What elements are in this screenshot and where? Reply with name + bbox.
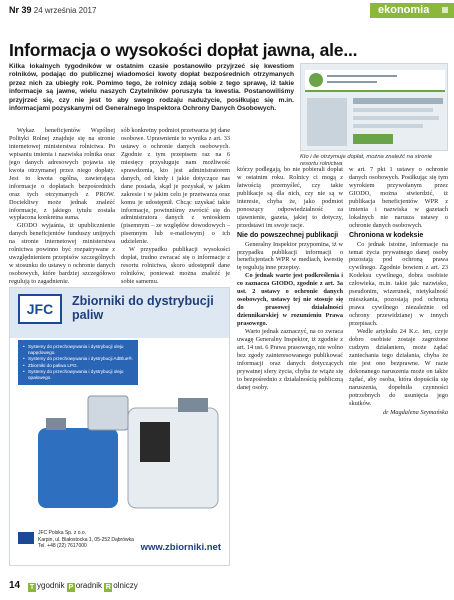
ad-website-link[interactable]: www.zbiorniki.net (140, 542, 221, 553)
section-square-icon (442, 7, 448, 13)
tank-small (88, 396, 128, 430)
page-number: 14 (9, 580, 21, 591)
advertisement[interactable] (9, 287, 230, 566)
tank-blue (38, 428, 118, 508)
company-logo-icon (18, 532, 34, 544)
website-header-graphic (305, 70, 445, 92)
issue-info (9, 5, 96, 15)
ad-contact: JFC Polska Sp. z o.o. Karpin, ul. Białostocka 1, 05-252 Dąbrówka Tel. +48 (22) 7617000 (38, 530, 134, 550)
publication-brand: T ygodnik P oradnik R olniczy (29, 581, 138, 591)
paragraph: którzy podlegają, bo nie pobierali dopłat w ostatnim roku. Rolnicy ci mogą z łatwością przemyśleć, czy takie publikacje są dla nich, czy nie są w interesie, chyba że, jako podmiot ponoszący odpowiedzialność za ujawnienie, gazeta, jakiej to dotyczy, przedstawi im swoje racje. (237, 166, 343, 229)
article-column-3 (237, 166, 343, 568)
article-lead: Kilka lokalnych tygodników w ostatnim czasie postanowiło przyjrzeć się kwestiom rolników, podając do publicznej wiadomości kwoty dopłat bezpośrednich otrzymanych przez nich za ubiegły rok. Pomimo tego, że rolnicy zdają sobie z tego sprawę, iż takie informacje są jawne, wielu naszych Czytelników poruszyła ta kwestia. Postanowiliśmy przyjrzeć się, czy nie jest to aby swego rodzaju nadużycie, posiłkując się m.in. informacjami pozyskanymi od Generalnego Inspektora Ochrony Danych Osobowych. (9, 63, 294, 113)
author-signature: dr Magdalena Szymańska (382, 408, 448, 416)
issue-number: Nr 39 (9, 5, 32, 15)
subheading: Nie do powszechnej publikacji (237, 231, 339, 239)
paragraph: GIODO wyjaśnia, iż upublicznienie danych beneficjentów funduszy unijnych na stronie internetowej ministerstwa rolnictwa powinno być rozpatrywane z uwzględnieniem przepisów szczególnych w stosunku do ustawy o ochronie danych osobowych, które bardziej szczegółowo regulują to zagadnienie. (9, 222, 115, 285)
ad-bullet-list (18, 340, 138, 385)
paragraph: Generalny Inspektor przypomina, iż w przypadku publikacji informacji o beneficjentach WPR w mediach, kwestię tę regulują inne przepisy. (237, 240, 343, 272)
paragraph: Co jednak istotne, informacje na temat życia prywatnego danej osoby pozostają pod ochroną prawa cywilnego. Zgodnie bowiem z art. 23 Kodeksu cywilnego, dobra osobiste człowieka, m.in. takie jak: nazwisko, pseudonim, wizerunek, nietykalność mieszkania, pozostają pod ochroną prawa cywilnego niezależnie od ochrony przewidzianej w innych przepisach. (349, 240, 448, 328)
paragraph: Wykaz beneficjentów Wspólnej Polityki Rolnej znajduje się na stronie internetowej ministerstwa rolnictwa. Po wpisaniu imienia i nazwiska rolnika oraz jego danych adresowych pojawia się kwota otrzymanej przez niego dopłaty. Jest to kwota ogólna, zawierająca informacje o dopłatach bezpośrednich oraz tych otrzymanych z PROW. Dociekliwy może jednak znaleźć informacje, z jakiego tytułu została wypłacona konkretna suma. (9, 127, 115, 222)
list-item: • Systemy do przechowywania i dystrybucji oleju opałowego. (23, 369, 133, 381)
section-tab (370, 3, 454, 18)
paragraph: w art. 7 pkt 1 ustawy o ochronie danych osobowych. Posiłkując się tym wyrokiem przywołanym przez GIODO, można stwierdzić, iż publikacja beneficjentów WPR z imienia i nazwiska w gazetach lokalnych nie narusza ustawy o ochronie danych osobowych. (349, 166, 448, 229)
article-column-2 (121, 127, 230, 285)
paragraph: sób konkretny podmiot przetwarza jej dane osobowe. Uprawnienie to wynika z art. 33 ustawy o ochronie danych osobowych. Zgodnie z tym przepisem raz na 6 miesięcy przysługuje nam możliwość sprawdzenia, kto jest administratorem danych, od kiedy i jakie dotyczące nas dane posiada, skąd je pozyskał, w jakim zakresie i w jakim celu je przetwarza oraz komu je udostępnił. Chcąc uzyskać takie informacje, powinniśmy zwrócić się do administratora danych z wnioskiem (pisemnym – ze względów dowodowych – pisemnym lub e-mailowym) o ich udzielenie. (121, 127, 230, 246)
issue-date: 24 września 2017 (33, 6, 97, 15)
paragraph: Wedle artykułu 24 K.c. ten, czyje dobro osobiste zostaje zagrożone cudzym działaniem, może żądać zaniechania tego działania, chyba że nie jest ono bezprawne. W razie dokonanego naruszenia może on także żądać, aby osoba, która dopuściła się naruszenia, dopełniła czynności potrzebnych do usunięcia jego skutków. (349, 328, 448, 407)
section-label: ekonomia (378, 4, 430, 16)
ministry-logo-icon (309, 73, 323, 87)
list-item: • Zbiorniki do paliwa LPG. (23, 363, 133, 369)
paragraph: W przypadku publikacji wysokości dopłat, trudno zwracać się o informacje z resortu rolnictwa, skoro udostępnił dane rolników, ponieważ można znaleźć je sobie samemu. (121, 246, 230, 285)
article-headline: Informacja o wysokości dopłat jawna, ale... (9, 40, 358, 60)
paragraph: Co jednak warte jest podkreślenia i co zaznacza GIODO, zgodnie z art. 3a ust. 2 ustawy o ochronie danych osobowych, ustawy tej nie stosuje się do prasowej działalności dziennikarskiej w rozumieniu Prawa prasowego. (237, 272, 343, 328)
photo-caption: Kto i ile otrzymuje dopłat, można znaleźć na stronie resortu rolnictwa (300, 154, 433, 168)
article-photo (300, 63, 448, 151)
list-item: • Systemy do przechowywania i dystrybucji AdBlue®. (23, 356, 133, 362)
page-footer (0, 575, 454, 600)
article-column-4 (349, 166, 448, 568)
subheading: Chroniona w kodeksie (349, 231, 424, 239)
list-item: • Systemy do przechowywania i dystrybucji oleju napędowego. (23, 344, 133, 356)
fuel-tanks-image (28, 388, 224, 520)
paragraph: Warto jednak zaznaczyć, na co zwraca uwagę Generalny Inspektor, iż zgodnie z art. 14 ust. 6 Prawa prasowego, nie wolno bez zgody zainteresowanego publikować informacji oraz danych dotyczących prywatnej sfery życia, chyba że wiąże się to bezpośrednio z działalnością publiczną danej osoby. (237, 328, 343, 391)
jfc-logo: JFC (18, 294, 62, 324)
page-header (0, 0, 454, 20)
ad-title: Zbiorniki do dystrybucji paliw (72, 294, 214, 322)
article-column-1 (9, 127, 115, 285)
dispenser-cabinet (140, 422, 170, 462)
